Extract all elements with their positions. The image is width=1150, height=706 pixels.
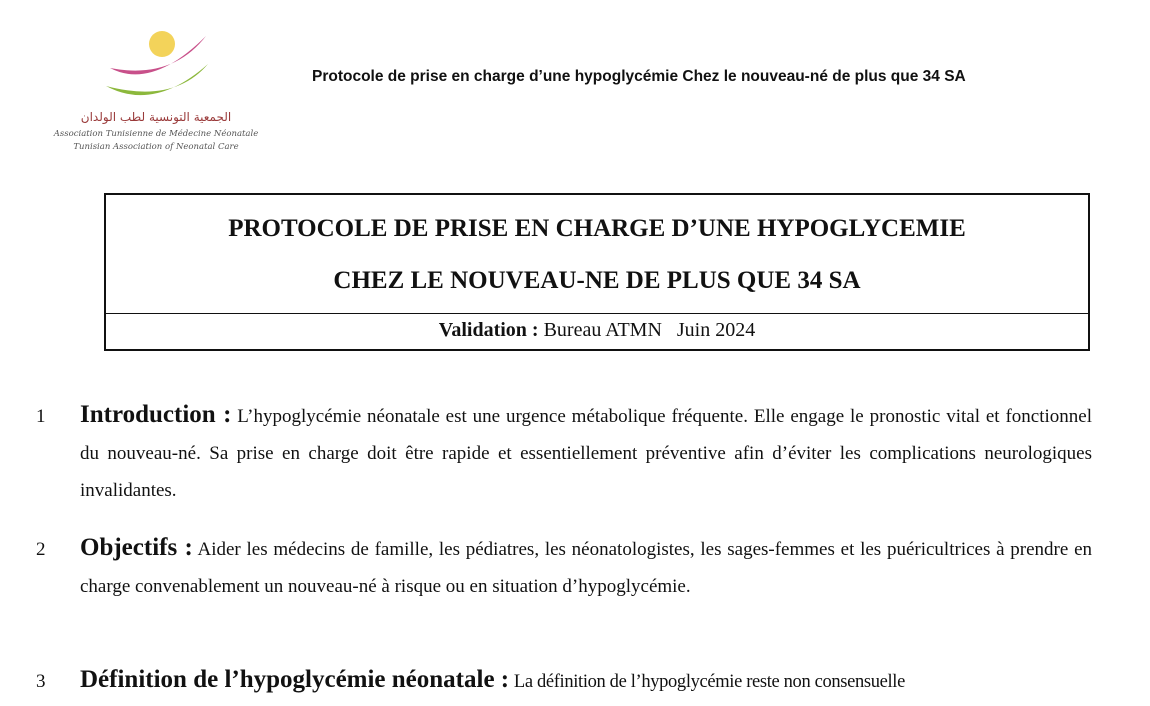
validation-label: Validation : (438, 319, 539, 341)
section-number: 2 (36, 539, 46, 560)
logo-arabic-text: الجمعية التونسية لطب الولدان (80, 110, 232, 124)
section-number: 1 (36, 406, 46, 427)
section-paragraph (80, 661, 1092, 701)
section-number: 3 (36, 671, 46, 692)
page-header-title: Protocole de prise en charge d’une hypoglycémie Chez le nouveau-né de plus que 34 SA (312, 68, 966, 85)
section-heading: Définition de l’hypoglycémie néonatale : (80, 666, 510, 693)
section-heading: Objectifs : (80, 534, 193, 561)
title-divider (106, 313, 1088, 314)
logo-emblem-icon (102, 28, 212, 108)
association-logo (40, 28, 272, 160)
section-paragraph (80, 396, 1092, 509)
logo-sun-dot (149, 31, 175, 57)
section-text: La définition de l’hypoglycémie reste non consensuelle (513, 672, 905, 692)
section-heading: Introduction : (80, 401, 232, 428)
logo-english-text: Tunisian Association of Neonatal Care (73, 142, 239, 152)
validation-line (106, 319, 1088, 342)
title-line-2: CHEZ LE NOUVEAU-NE DE PLUS QUE 34 SA (333, 267, 861, 294)
title-box (104, 193, 1090, 351)
title-line-1: PROTOCOLE DE PRISE EN CHARGE D’UNE HYPOGLYCEMIE (228, 215, 966, 242)
logo-french-text: Association Tunisienne de Médecine Néonatale (53, 129, 259, 139)
section-paragraph (80, 529, 1092, 605)
validation-value: Bureau ATMN Juin 2024 (543, 319, 756, 341)
section-text: Aider les médecins de famille, les pédiatres, les néonatologistes, les sages-femmes et les puéricultrices à prendre en charge convenablement un nouveau-né à risque ou en situation d’hypoglycémie. (80, 539, 1093, 597)
section-text: L’hypoglycémie néonatale est une urgence métabolique fréquente. Elle engage le pronostic vital et fonctionnel du nouveau-né. Sa prise en charge doit être rapide et essentiellement préventive afin d’éviter les complications neurologiques invalidantes. (80, 406, 1092, 501)
